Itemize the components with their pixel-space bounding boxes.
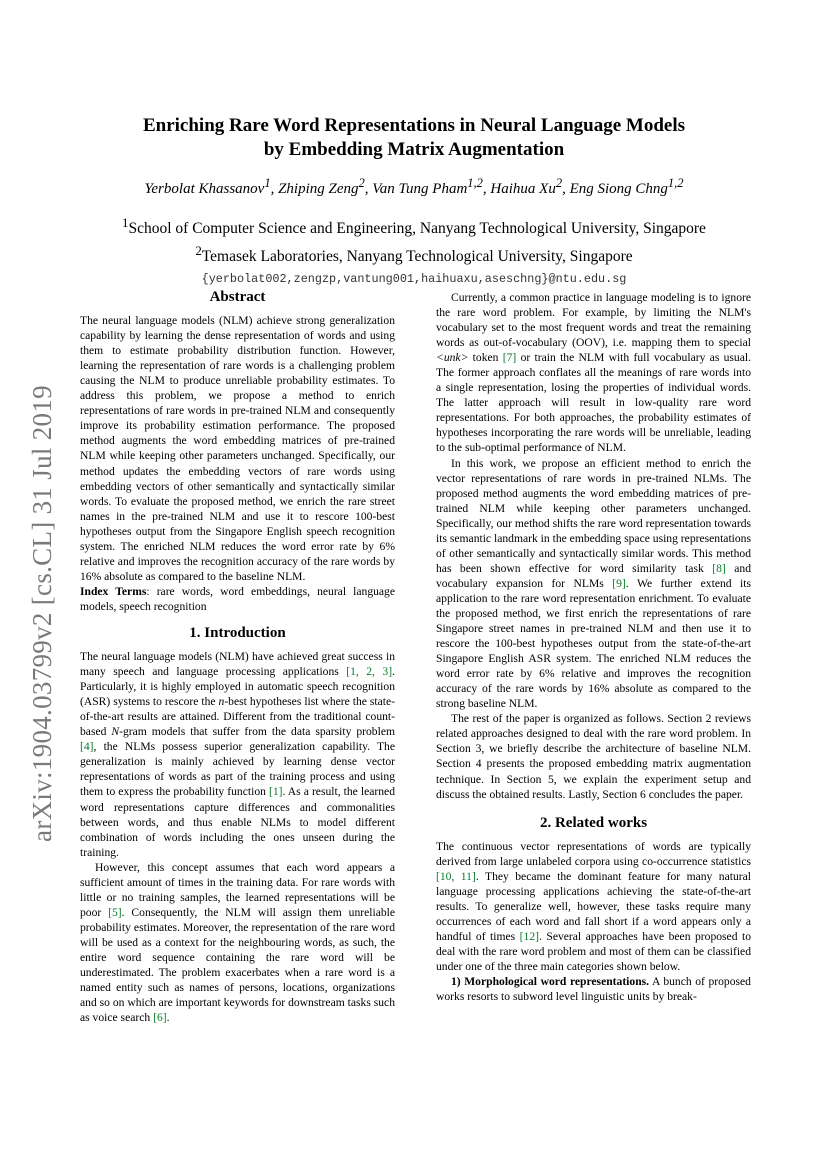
author-name: Yerbolat Khassanov	[144, 181, 265, 197]
right-column	[436, 290, 751, 1004]
citation-link[interactable]: [7]	[502, 351, 517, 365]
text-run: A bunch of proposed works resorts to subword level linguistic units by break-	[436, 975, 751, 1004]
author-affil-sup: 1,2	[667, 176, 684, 190]
section-heading-introduction: 1. Introduction	[189, 624, 286, 641]
paper-header	[80, 114, 748, 286]
author-emails: {yerbolat002,zengzp,vantung001,haihuaxu,aseschng}@ntu.edu.sg	[201, 272, 627, 287]
citation-link[interactable]: [10, 11]	[436, 869, 476, 883]
text-run: Currently, a common practice in language modeling is to ignore the rare word problem. For example, by limiting the NLM's vocabulary set to the most frequent words and treat the remaining words as out-of-vocabulary (OOV), i.e. mapping them to special	[436, 291, 751, 350]
index-terms-label: Index Terms	[80, 584, 147, 598]
math-var: n	[218, 695, 225, 709]
text-run: -gram models that suffer from the data sparsity problem	[119, 725, 395, 739]
arxiv-identifier-margin	[22, 378, 62, 848]
citation-link[interactable]: [1]	[268, 785, 283, 799]
paragraph	[436, 711, 751, 801]
text-run: In this work, we propose an efficient method to enrich the vector representations of rare words in pre-trained NLMs. The proposed method augments the word embedding matrices of pre-trained NLM while keeping other parameters unchanged. Specifically, our method shifts the rare word representation towards its semantic landmark in the embedding space using representations of other semantically and syntactically similar words. This method has been shown effective for word similarity task	[436, 456, 751, 575]
paper-title	[80, 114, 748, 162]
citation-link[interactable]: [9]	[612, 576, 626, 590]
title-line-2: by Embedding Matrix Augmentation	[263, 139, 565, 160]
arxiv-identifier-text: arXiv:1904.03799v2 [cs.CL] 31 Jul 2019	[26, 384, 57, 842]
text-run: The continuous vector representations of words are typically derived from large unlabeled corpora using co-occurrence statistics	[436, 839, 751, 868]
affiliation-text: Temasek Laboratories, Nanyang Technological University, Singapore	[201, 248, 633, 266]
math-var: N	[111, 725, 120, 739]
title-line-1: Enriching Rare Word Representations in Neural Language Models	[142, 115, 686, 136]
index-terms-text: : rare words, word embeddings, neural language models, speech recognition	[80, 584, 395, 613]
section-heading-related-works: 2. Related works	[539, 814, 648, 831]
paragraph	[436, 974, 751, 1004]
unk-token: <unk>	[436, 351, 469, 365]
text-run: The rest of the paper is organized as follows. Section 2 reviews related approaches designed to deal with the rare word problem. In Section 3, we briefly describe the architecture of baseline NLM. Section 4 presents the proposed embedding matrix augmentation technique. In Section 5, we explain the experiment setup and discuss the obtained results. Lastly, Section 6 concludes the paper.	[436, 712, 751, 801]
author-list: Yerbolat Khassanov$^1$, Zhiping Zeng$^2$, Van Tung Pham$^{1,2}$, Haihua Xu$^2$, Eng Siong Chng$^{1,2}$	[144, 176, 684, 197]
affiliation-text: School of Computer Science and Engineering, Nanyang Technological University, Singapore	[128, 220, 706, 238]
paragraph	[436, 456, 751, 712]
paragraph	[436, 839, 751, 974]
text-run: The neural language models (NLM) have achieved great success in many speech and language processing applications	[80, 650, 395, 679]
text-run: However, this concept assumes that each word appears a sufficient amount of times in the training data. For rare words with little or no training samples, the learned representations will be poor	[80, 860, 395, 919]
paragraph	[80, 649, 395, 860]
text-run: .	[166, 1011, 170, 1025]
affiliations	[80, 212, 748, 268]
author-affil-sup: 1	[264, 176, 271, 190]
paragraph	[436, 290, 751, 456]
affiliation-2	[80, 240, 748, 268]
author-name: Zhiping Zeng	[278, 181, 359, 197]
text-run: and vocabulary expansion for NLMs	[436, 561, 751, 590]
text-run: token	[468, 351, 503, 365]
author-affil-sup: 1,2	[467, 176, 483, 190]
affiliation-sup: 1	[122, 215, 129, 230]
citation-link[interactable]: [1, 2, 3]	[346, 665, 393, 679]
text-run: . Particularly, it is highly employed in automatic speech recognition (ASR) systems to rescore the	[80, 665, 395, 709]
text-run: or train the NLM with full vocabulary as usual. The former approach conflates all the meanings of rare words into a single representation, losing the properties of individual words. The latter approach will result in low-quality rare word representations. For both approaches, the probability estimates of hypotheses incorporating the rare words will be unreliable, leading to the sub-optimal performance of NLM.	[436, 351, 751, 455]
citation-link[interactable]: [5]	[108, 905, 122, 919]
text-run: -best hypotheses list where the state-of-the-art results are attained. Different from the traditional count-based	[80, 695, 395, 739]
text-run: . Consequently, the NLM will assign them unreliable probability estimates. Moreover, the representation of the rare word will be used as a context for the neighbouring words, as such, the entire word sequence containing the rare word will be underestimated. The problem exacerbates when a rare word is a named entity such as names of persons, locations, organizations and so on which are important keywords for downstream tasks such as voice search	[80, 905, 395, 1025]
citation-link[interactable]: [8]	[712, 561, 726, 575]
text-run: , the NLMs possess superior generalization capability. The generalization is mainly achieved by learning dense vector representations of words as part of the training process and using them to express the probability function	[80, 740, 395, 799]
left-column	[80, 290, 395, 1025]
author-name: Haihua Xu	[490, 181, 556, 197]
citation-link[interactable]: [12]	[519, 929, 539, 943]
text-run: . As a result, the learned word representations capture differences and commonalities between words, and thus enable NLMs to model different combination of words including the ones unseen during the training.	[80, 785, 395, 859]
abstract-heading: Abstract	[209, 289, 266, 305]
abstract-text: The neural language models (NLM) achieve strong generalization capability by learning the dense representation of words and using them to estimate probability distribution function. However, learning the representation of rare words is a challenging problem causing the NLM to produce unreliable probability estimates. To address this problem, we propose a method to enrich representations of rare words in pre-trained NLM and consequently improve its probability estimation performance. The proposed method augments the word embedding matrices of pre-trained NLM while keeping other parameters unchanged. Specifically, our method updates the embedding vectors of rare words using embedding vectors of other semantically and syntactically similar words. To evaluate the proposed method, we enrich the rare street names in the pre-trained NLM and use it to rescore 100-best hypotheses output from the Singapore English speech recognition system. The enriched NLM reduces the word error rate by 6% relative and improves the recognition accuracy of the rare words by 16% absolute as compared to the baseline NLM.	[80, 314, 395, 583]
citation-link[interactable]: [6]	[153, 1011, 167, 1025]
author-name: Van Tung Pham	[372, 181, 468, 197]
citation-link[interactable]: [4]	[80, 740, 94, 754]
text-run: . They became the dominant feature for many natural language processing applications achieving the state-of-the-art results. To generalize well, however, these tasks require many occurrences of each word and fall short if a word appears only a handful of times	[436, 869, 751, 943]
subsection-label: 1) Morphological word representations.	[451, 975, 650, 989]
index-terms	[80, 584, 395, 614]
paragraph	[80, 860, 395, 1026]
affiliation-1	[80, 212, 748, 240]
author-affil-sup: 2	[555, 176, 563, 190]
text-run: . Several approaches have been proposed to deal with the rare word problem and most of them can be classified under one of the three main categories shown below.	[436, 929, 751, 974]
author-name: Eng Siong Chng	[569, 181, 668, 197]
affiliation-sup: 2	[195, 243, 202, 259]
text-run: . We further extend its application to the rare word representation enrichment. To evaluate the proposed method, we first enrich the representations of rare Singapore street names in pre-trained NLM and then use it to rescore the 100-best hypotheses output from the state-of-the-art Singapore English ASR system. The enriched NLM reduces the word error rate by 6% relative and improves the recognition accuracy of the rare words by 16% absolute as compared to the strong baseline NLM.	[436, 576, 751, 711]
author-affil-sup: 2	[358, 176, 365, 190]
